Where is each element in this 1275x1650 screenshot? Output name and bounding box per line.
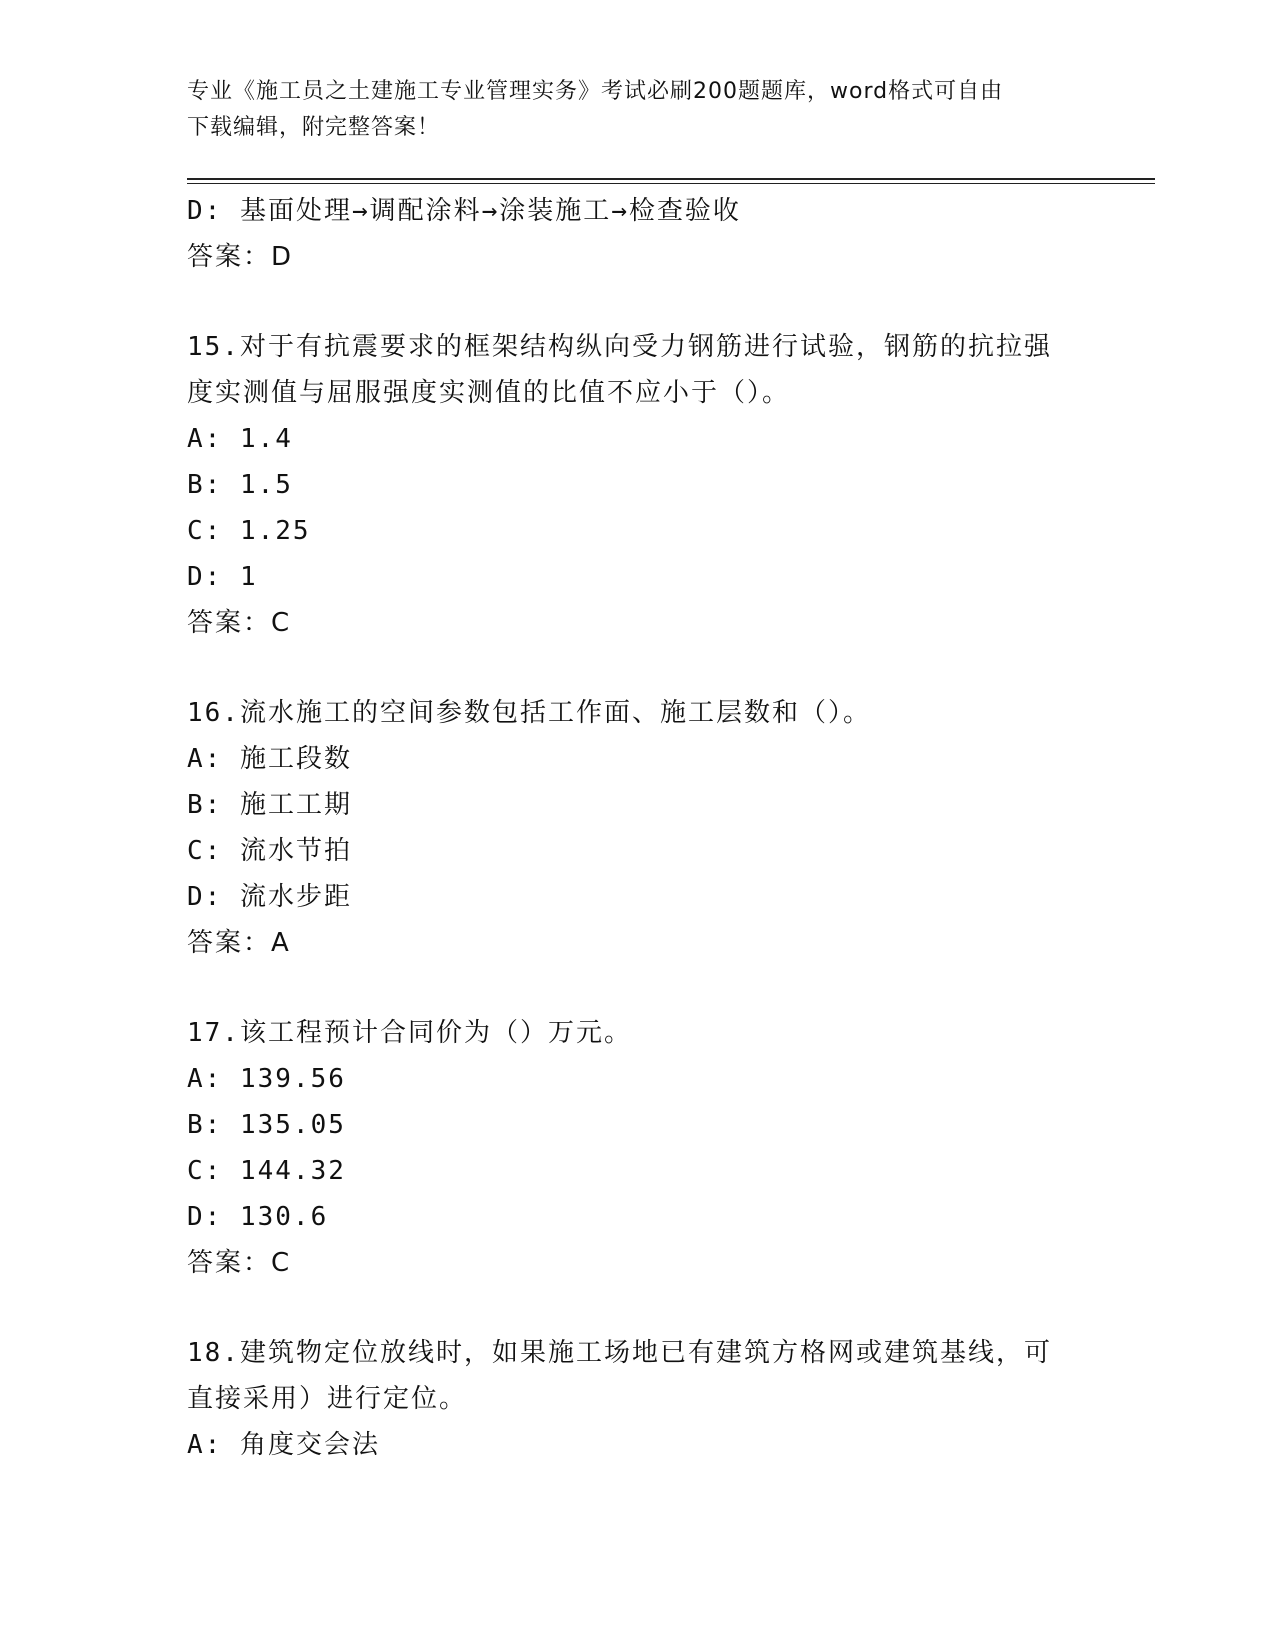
answer-line: 答案：D — [187, 242, 294, 272]
option-d: D: 流水步距 — [187, 882, 352, 912]
option-a: A: 139.56 — [187, 1064, 346, 1094]
answer-line: 答案：A — [187, 928, 291, 958]
question-list — [187, 188, 1087, 1468]
question-15 — [187, 324, 1087, 646]
option-b: B: 施工工期 — [187, 790, 352, 820]
option-a: A: 角度交会法 — [187, 1430, 380, 1460]
header-line-1: 专业《施工员之土建施工专业管理实务》考试必刷200题题库，word格式可自由 — [187, 79, 1004, 104]
question-17 — [187, 1010, 1087, 1286]
option-b: B: 1.5 — [187, 470, 293, 500]
option-c: C: 流水节拍 — [187, 836, 352, 866]
option-c: C: 144.32 — [187, 1156, 346, 1186]
header-divider-thin — [187, 183, 1155, 184]
question-text-line-1: 16.流水施工的空间参数包括工作面、施工层数和（）。 — [187, 698, 871, 728]
option-a: A: 施工段数 — [187, 744, 352, 774]
option-b: B: 135.05 — [187, 1110, 346, 1140]
header-line-2: 下载编辑，附完整答案！ — [187, 115, 441, 140]
option-a: A: 1.4 — [187, 424, 293, 454]
option-d: D: 基面处理→调配涂料→涂装施工→检查验收 — [187, 196, 741, 226]
document-header — [187, 74, 1067, 146]
question-text-line-2: 直接采用）进行定位。 — [187, 1384, 468, 1414]
previous-question-tail — [187, 188, 1087, 280]
answer-line: 答案：C — [187, 1248, 292, 1278]
question-text-line-1: 15.对于有抗震要求的框架结构纵向受力钢筋进行试验，钢筋的抗拉强 — [187, 332, 1052, 362]
header-divider-thick — [187, 178, 1155, 180]
question-text-line-2: 度实测值与屈服强度实测值的比值不应小于（）。 — [187, 378, 791, 408]
answer-line: 答案：C — [187, 608, 292, 638]
option-c: C: 1.25 — [187, 516, 311, 546]
option-d: D: 1 — [187, 562, 258, 592]
question-18 — [187, 1330, 1087, 1468]
question-text-line-1: 18.建筑物定位放线时，如果施工场地已有建筑方格网或建筑基线，可 — [187, 1338, 1052, 1368]
question-text-line-1: 17.该工程预计合同价为（）万元。 — [187, 1018, 632, 1048]
question-16 — [187, 690, 1087, 966]
option-d: D: 130.6 — [187, 1202, 329, 1232]
